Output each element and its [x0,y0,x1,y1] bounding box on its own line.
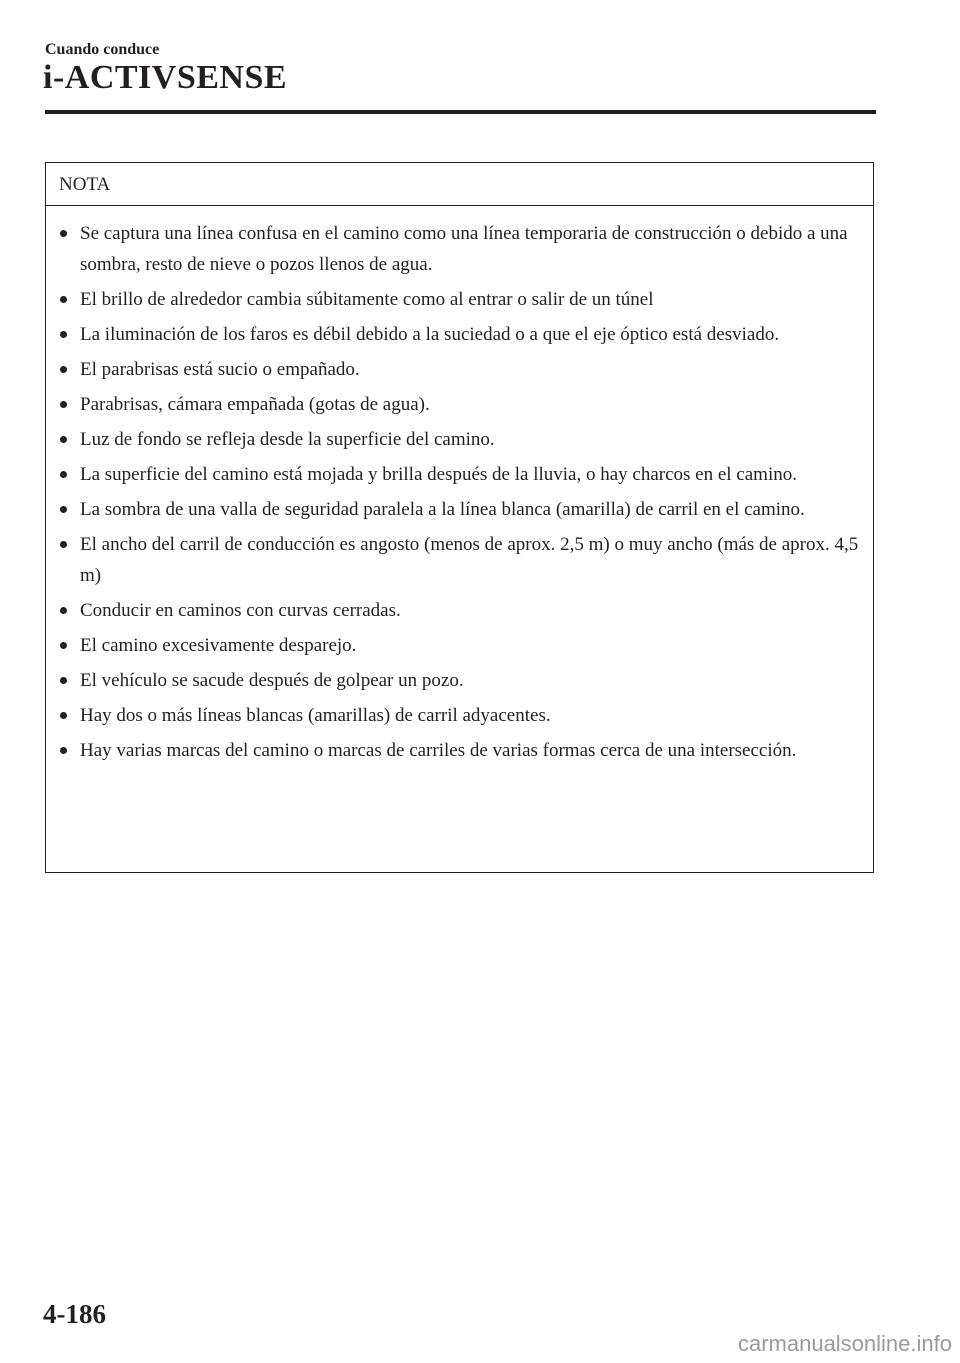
section-label: Cuando conduce [45,41,160,58]
note-item [60,529,867,591]
bullet-icon [60,677,67,684]
note-item-text: El brillo de alrededor cambia súbitamente como al entrar o salir de un túnel [80,289,654,310]
watermark-text: carmanualsonline.info [737,1331,952,1356]
note-item [60,494,867,525]
note-item [60,700,867,731]
bullet-icon [60,541,67,548]
note-item [60,424,867,455]
note-item-text: Hay dos o más líneas blancas (amarillas) de carril adyacentes. [80,705,551,726]
note-item-text: Parabrisas, cámara empañada (gotas de agua). [80,394,430,415]
note-item [60,665,867,696]
bullet-icon [60,331,67,338]
note-item [60,630,867,661]
note-item [60,389,867,420]
note-item [60,459,867,490]
bullet-icon [60,642,67,649]
note-item [60,354,867,385]
note-item [60,735,867,766]
bullet-icon [60,747,67,754]
note-item-text: Conducir en caminos con curvas cerradas. [80,600,401,621]
note-item-text: Se captura una línea confusa en el camino como una línea temporaria de construcción o debido a una sombra, resto de nieve o pozos llenos de agua. [80,223,848,275]
bullet-icon [60,607,67,614]
bullet-icon [60,401,67,408]
bullet-icon [60,506,67,513]
note-item-text: Hay varias marcas del camino o marcas de carriles de varias formas cerca de una intersección. [80,740,797,761]
note-item-text: El parabrisas está sucio o empañado. [80,359,360,380]
bullet-icon [60,296,67,303]
bullet-icon [60,230,67,237]
note-box [45,162,874,873]
bullet-icon [60,712,67,719]
bullet-icon [60,436,67,443]
bullet-icon [60,366,67,373]
chapter-title: i-ACTIVSENSE [43,59,288,96]
note-item-text: El camino excesivamente desparejo. [80,635,357,656]
note-item [60,319,867,350]
bullet-icon [60,471,67,478]
note-item [60,218,867,280]
page-number: 4-186 [43,1299,106,1329]
note-item-text: La sombra de una valla de seguridad paralela a la línea blanca (amarilla) de carril en el camino. [80,499,805,520]
note-title: NOTA [46,163,873,206]
note-item-text: La superficie del camino está mojada y brilla después de la lluvia, o hay charcos en el camino. [80,464,797,485]
note-list [46,206,873,766]
note-item-text: El vehículo se sacude después de golpear un pozo. [80,670,464,691]
note-item [60,595,867,626]
header-rule [45,110,876,114]
note-item [60,284,867,315]
note-item-text: Luz de fondo se refleja desde la superficie del camino. [80,429,495,450]
note-item-text: El ancho del carril de conducción es angosto (menos de aprox. 2,5 m) o muy ancho (más de aprox. 4,5 m) [80,534,859,586]
note-item-text: La iluminación de los faros es débil debido a la suciedad o a que el eje óptico está desviado. [80,324,780,345]
